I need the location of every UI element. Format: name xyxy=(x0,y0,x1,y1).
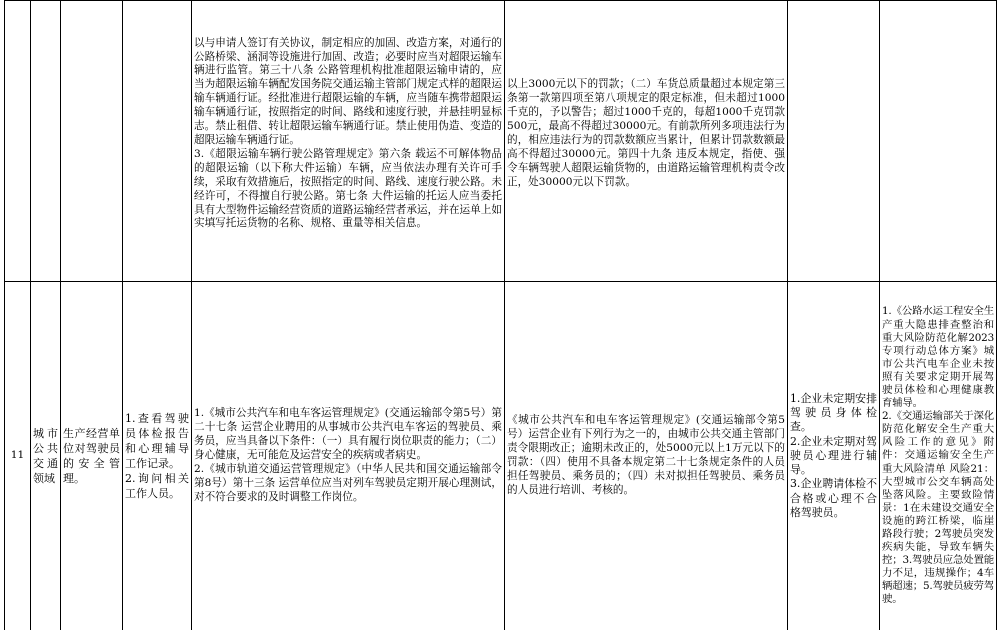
item-cell xyxy=(61,1,123,282)
penalty-cell: 《城市公共汽车和电车客运管理规定》(交通运输部令第5号）运营企业有下列行为之一的，由城市公共交通主管部门责令限期改正；逾期未改正的，处5000元以上1万元以下的罚款：（四）使用不具备本规定第二十七条规定条件的人员担任驾驶员、乘务员的；（四）未对拟担任驾驶员、乘务员的人员进行培训、考核的。 xyxy=(505,282,788,630)
risk-points-cell: 1.企业未定期安排驾驶员身体检查。 2.企业未定期对驾驶员心理进行辅导。 3.企业聘请体检不合格或心理不合格驾驶员。 xyxy=(788,282,880,630)
references-cell: 1.《公路水运工程安全生产重大隐患排查整治和重大风险防范化解2023专项行动总体方案》城市公共汽电车企业未按照有关要求定期开展驾驶员体检和心理健康教育辅导。 2.《交通运输部关于深化防范化解安全生产重大风险工作的意见》附件：交通运输安全生产重大风险清单 风险21：大型城市公交车辆高处坠落风险。主要致险情景：1在未建设交通安全设施的跨江桥梁，临崖路段行驶；2驾驶员突发疾病失能，导致车辆失控；3.驾驶员应急处置能力不足，违规操作；4车辆超速；5.驾驶员疲劳驾驶。 xyxy=(880,282,997,630)
table-row xyxy=(5,282,997,630)
item-cell: 生产经营单位对驾驶员的安全管理。 xyxy=(61,282,123,630)
basis-cell: 以与申请人签订有关协议，制定相应的加固、改造方案，对通行的公路桥梁、涵洞等设施进行加固、改造；必要时应当对超限运输车辆进行监管。第三十八条 公路管理机构批准超限运输申请的，应当为超限运输车辆配发国务院交通运输主管部门规定式样的超限运输车辆通行证。经批准进行超限运输的车辆，应当随车携带超限运输车辆通行证，按照指定的时间、路线和速度行驶，并悬挂明显标志。禁止租借、转让超限运输车辆通行证。禁止使用伪造、变造的超限运输车辆通行证。 3.《超限运输车辆行驶公路管理规定》第六条 载运不可解体物品的超限运输（以下称大件运输）车辆，应当依法办理有关许可手续，采取有效措施后，按照指定的时间、路线、速度行驶公路。未经许可，不得擅自行驶公路。第七条 大件运输的托运人应当委托具有大型物件运输经营资质的道路运输经营者承运，并在运单上如实填写托运货物的名称、规格、重量等相关信息。 xyxy=(192,1,505,282)
regulation-table xyxy=(4,0,997,630)
basis-cell: 1.《城市公共汽车和电车客运管理规定》(交通运输部令第5号）第二十七条 运营企业聘用的从事城市公共汽电车客运的驾驶员、乘务员，应当具备以下条件：（一）具有履行岗位职责的能力；（二）身心健康，无可能危及运营安全的疾病或者病史。 2.《城市轨道交通运营管理规定》（中华人民共和国交通运输部令第8号）第十三条 运营单位应当对列车驾驶员定期开展心理测试，对不符合要求的及时调整工作岗位。 xyxy=(192,282,505,630)
index-cell xyxy=(5,1,31,282)
method-cell: 1.查看驾驶员体检报告和心理辅导工作记录。 2.询问相关工作人员。 xyxy=(123,282,192,630)
method-cell xyxy=(123,1,192,282)
domain-cell xyxy=(31,1,61,282)
references-cell xyxy=(880,1,997,282)
domain-cell: 城市公共交通领域 xyxy=(31,282,61,630)
penalty-cell: 以上3000元以下的罚款；（二）车货总质量超过本规定第三条第一款第四项至第八项规定的限定标准，但未超过1000千克的，予以警告；超过1000千克的，每超1000千克罚款500元，最高不得超过30000元。有前款所列多项违法行为的，相应违法行为的罚款数额应当累计，但累计罚款数额最高不得超过30000元。第四十九条 违反本规定，指使、强令车辆驾驶人超限运输货物的，由道路运输管理机构责令改正，处30000元以下罚款。 xyxy=(505,1,788,282)
table-row xyxy=(5,1,997,282)
index-cell: 11 xyxy=(5,282,31,630)
risk-points-cell xyxy=(788,1,880,282)
